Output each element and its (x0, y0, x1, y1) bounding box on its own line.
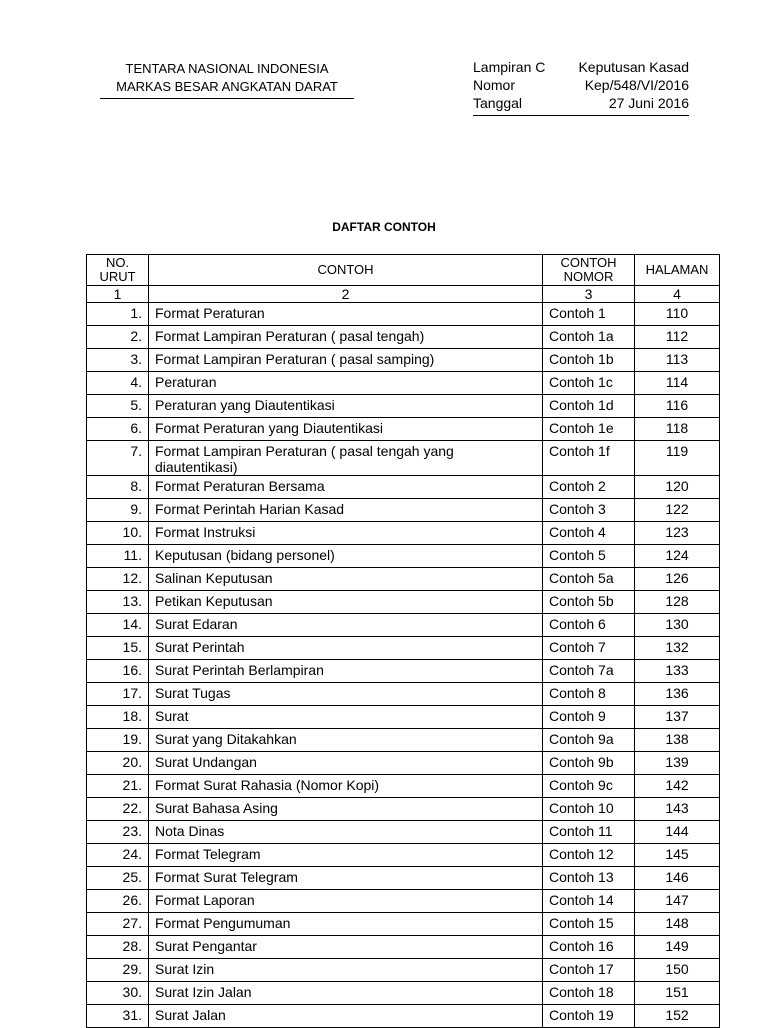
row-contoh-nomor: Contoh 19 (543, 1005, 635, 1028)
lampiran-value: Keputusan Kasad (578, 59, 689, 75)
row-title: Salinan Keputusan (149, 568, 543, 591)
table-row (87, 522, 720, 545)
row-contoh-nomor: Contoh 3 (543, 499, 635, 522)
table-row (87, 372, 720, 395)
table-row (87, 441, 720, 476)
row-contoh-nomor: Contoh 4 (543, 522, 635, 545)
row-page: 142 (635, 775, 720, 798)
row-number: 5. (87, 395, 149, 418)
tanggal-line (473, 94, 689, 112)
row-number: 16. (87, 660, 149, 683)
org-name: TENTARA NASIONAL INDONESIA (125, 61, 329, 76)
row-number: 6. (87, 418, 149, 441)
column-index: 4 (635, 286, 720, 303)
row-page: 136 (635, 683, 720, 706)
org-unit: MARKAS BESAR ANGKATAN DARAT (116, 79, 338, 94)
row-title: Format Instruksi (149, 522, 543, 545)
table-row (87, 591, 720, 614)
page-title: DAFTAR CONTOH (332, 220, 436, 234)
row-page: 144 (635, 821, 720, 844)
row-contoh-nomor: Contoh 18 (543, 982, 635, 1005)
row-page: 112 (635, 326, 720, 349)
row-contoh-nomor: Contoh 15 (543, 913, 635, 936)
row-title: Surat Perintah (149, 637, 543, 660)
row-title: Format Surat Telegram (149, 867, 543, 890)
table-row (87, 752, 720, 775)
column-index-row (87, 286, 720, 303)
row-number: 1. (87, 303, 149, 326)
table-row (87, 729, 720, 752)
row-contoh-nomor: Contoh 9a (543, 729, 635, 752)
nomor-value: Kep/548/VI/2016 (584, 77, 689, 93)
table-header-row (87, 255, 720, 286)
row-page: 145 (635, 844, 720, 867)
row-page: 146 (635, 867, 720, 890)
row-page: 110 (635, 303, 720, 326)
contoh-table (86, 254, 720, 1028)
row-number: 17. (87, 683, 149, 706)
column-index: 2 (149, 286, 543, 303)
row-number: 25. (87, 867, 149, 890)
table-row (87, 349, 720, 372)
row-number: 29. (87, 959, 149, 982)
table-row (87, 395, 720, 418)
row-title: Keputusan (bidang personel) (149, 545, 543, 568)
row-contoh-nomor: Contoh 5b (543, 591, 635, 614)
row-title: Format Surat Rahasia (Nomor Kopi) (149, 775, 543, 798)
header-contoh: CONTOH (149, 255, 543, 286)
row-page: 130 (635, 614, 720, 637)
table-row (87, 614, 720, 637)
row-number: 13. (87, 591, 149, 614)
row-number: 26. (87, 890, 149, 913)
table-row (87, 798, 720, 821)
row-number: 30. (87, 982, 149, 1005)
row-number: 18. (87, 706, 149, 729)
row-title: Peraturan yang Diautentikasi (149, 395, 543, 418)
row-title: Surat yang Ditakahkan (149, 729, 543, 752)
org-underline (100, 98, 354, 99)
table-row (87, 637, 720, 660)
row-number: 21. (87, 775, 149, 798)
row-number: 31. (87, 1005, 149, 1028)
row-contoh-nomor: Contoh 1e (543, 418, 635, 441)
row-page: 132 (635, 637, 720, 660)
row-title: Surat Undangan (149, 752, 543, 775)
row-contoh-nomor: Contoh 10 (543, 798, 635, 821)
row-title: Petikan Keputusan (149, 591, 543, 614)
tanggal-value: 27 Juni 2016 (608, 95, 689, 111)
row-page: 151 (635, 982, 720, 1005)
row-title: Format Laporan (149, 890, 543, 913)
row-number: 23. (87, 821, 149, 844)
row-title: Surat (149, 706, 543, 729)
row-title: Surat Jalan (149, 1005, 543, 1028)
row-number: 11. (87, 545, 149, 568)
header-halaman: HALAMAN (635, 255, 720, 286)
table-row (87, 982, 720, 1005)
row-number: 9. (87, 499, 149, 522)
table-row (87, 844, 720, 867)
row-contoh-nomor: Contoh 5 (543, 545, 635, 568)
table-row (87, 890, 720, 913)
nomor-label: Nomor (473, 77, 516, 93)
row-page: 114 (635, 372, 720, 395)
row-page: 120 (635, 476, 720, 499)
tanggal-label: Tanggal (473, 95, 523, 111)
row-page: 137 (635, 706, 720, 729)
nomor-line (473, 76, 689, 94)
row-title: Surat Perintah Berlampiran (149, 660, 543, 683)
row-title: Surat Edaran (149, 614, 543, 637)
row-contoh-nomor: Contoh 1a (543, 326, 635, 349)
table-row (87, 775, 720, 798)
row-contoh-nomor: Contoh 2 (543, 476, 635, 499)
row-contoh-nomor: Contoh 1 (543, 303, 635, 326)
table-row (87, 821, 720, 844)
row-title: Surat Bahasa Asing (149, 798, 543, 821)
row-title: Format Lampiran Peraturan ( pasal samping) (149, 349, 543, 372)
row-title: Format Peraturan (149, 303, 543, 326)
row-page: 147 (635, 890, 720, 913)
row-contoh-nomor: Contoh 9c (543, 775, 635, 798)
reference-block (473, 58, 689, 112)
row-title: Format Telegram (149, 844, 543, 867)
row-number: 3. (87, 349, 149, 372)
table-row (87, 499, 720, 522)
lampiran-line (473, 58, 689, 76)
table-row (87, 545, 720, 568)
table-row (87, 660, 720, 683)
row-title: Format Peraturan Bersama (149, 476, 543, 499)
table-row (87, 568, 720, 591)
column-index: 3 (543, 286, 635, 303)
row-title: Peraturan (149, 372, 543, 395)
row-number: 12. (87, 568, 149, 591)
table-row (87, 476, 720, 499)
row-title: Format Lampiran Peraturan ( pasal tengah yang diautentikasi) (149, 441, 543, 476)
reference-underline (473, 115, 689, 116)
row-page: 149 (635, 936, 720, 959)
table-row (87, 1005, 720, 1028)
row-contoh-nomor: Contoh 9 (543, 706, 635, 729)
row-contoh-nomor: Contoh 5a (543, 568, 635, 591)
row-title: Surat Pengantar (149, 936, 543, 959)
column-index: 1 (87, 286, 149, 303)
row-contoh-nomor: Contoh 1d (543, 395, 635, 418)
row-number: 4. (87, 372, 149, 395)
row-page: 138 (635, 729, 720, 752)
row-contoh-nomor: Contoh 17 (543, 959, 635, 982)
table-row (87, 683, 720, 706)
row-page: 122 (635, 499, 720, 522)
row-page: 128 (635, 591, 720, 614)
table-row (87, 326, 720, 349)
row-number: 28. (87, 936, 149, 959)
row-contoh-nomor: Contoh 1f (543, 441, 635, 476)
table-body (87, 303, 720, 1028)
row-contoh-nomor: Contoh 14 (543, 890, 635, 913)
table-row (87, 867, 720, 890)
row-number: 15. (87, 637, 149, 660)
row-page: 133 (635, 660, 720, 683)
row-page: 143 (635, 798, 720, 821)
row-number: 14. (87, 614, 149, 637)
table-row (87, 936, 720, 959)
row-page: 124 (635, 545, 720, 568)
row-title: Surat Izin Jalan (149, 982, 543, 1005)
organization-header (100, 60, 354, 96)
row-page: 113 (635, 349, 720, 372)
row-number: 27. (87, 913, 149, 936)
row-number: 19. (87, 729, 149, 752)
lampiran-label: Lampiran C (473, 59, 546, 75)
row-contoh-nomor: Contoh 16 (543, 936, 635, 959)
table-row (87, 959, 720, 982)
row-page: 123 (635, 522, 720, 545)
row-page: 150 (635, 959, 720, 982)
row-contoh-nomor: Contoh 9b (543, 752, 635, 775)
row-page: 119 (635, 441, 720, 476)
row-number: 7. (87, 441, 149, 476)
row-number: 24. (87, 844, 149, 867)
row-contoh-nomor: Contoh 6 (543, 614, 635, 637)
row-contoh-nomor: Contoh 8 (543, 683, 635, 706)
row-page: 116 (635, 395, 720, 418)
row-contoh-nomor: Contoh 7 (543, 637, 635, 660)
row-number: 8. (87, 476, 149, 499)
header-contoh-nomor: CONTOH NOMOR (543, 255, 635, 286)
row-number: 22. (87, 798, 149, 821)
row-page: 118 (635, 418, 720, 441)
row-contoh-nomor: Contoh 1c (543, 372, 635, 395)
row-number: 10. (87, 522, 149, 545)
row-page: 139 (635, 752, 720, 775)
row-title: Format Pengumuman (149, 913, 543, 936)
table-row (87, 913, 720, 936)
row-contoh-nomor: Contoh 12 (543, 844, 635, 867)
row-contoh-nomor: Contoh 11 (543, 821, 635, 844)
row-page: 152 (635, 1005, 720, 1028)
row-page: 126 (635, 568, 720, 591)
row-title: Surat Tugas (149, 683, 543, 706)
row-contoh-nomor: Contoh 7a (543, 660, 635, 683)
row-number: 2. (87, 326, 149, 349)
row-page: 148 (635, 913, 720, 936)
row-title: Nota Dinas (149, 821, 543, 844)
row-title: Format Peraturan yang Diautentikasi (149, 418, 543, 441)
table-row (87, 418, 720, 441)
row-title: Format Perintah Harian Kasad (149, 499, 543, 522)
table-row (87, 303, 720, 326)
row-contoh-nomor: Contoh 1b (543, 349, 635, 372)
header-no-urut: NO. URUT (87, 255, 149, 286)
row-title: Format Lampiran Peraturan ( pasal tengah) (149, 326, 543, 349)
row-title: Surat Izin (149, 959, 543, 982)
row-number: 20. (87, 752, 149, 775)
table-row (87, 706, 720, 729)
row-contoh-nomor: Contoh 13 (543, 867, 635, 890)
